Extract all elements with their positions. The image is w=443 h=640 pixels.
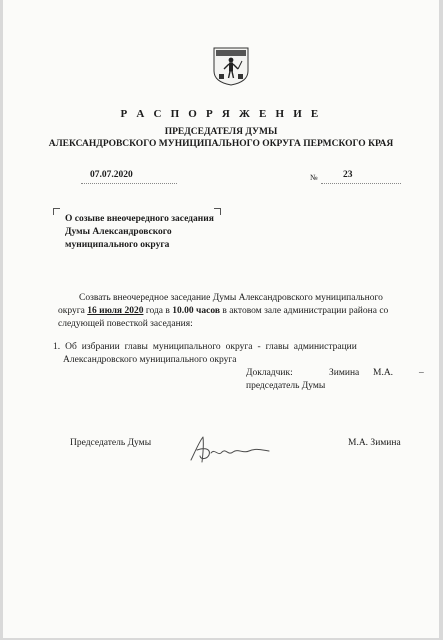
document-title: Р А С П О Р Я Ж Е Н И Е [120, 108, 322, 120]
speaker-label: Докладчик: [246, 368, 293, 378]
agenda-item-1-line-2: Александровского муниципального округа [63, 355, 237, 365]
subject-line-3: муниципального округа [65, 240, 170, 250]
speaker-name: Зимина [329, 368, 360, 378]
number-sign: № [310, 173, 318, 182]
subject-corner-left [53, 208, 60, 215]
paragraph-1-line-3: следующей повесткой заседания: [58, 319, 193, 329]
number-underline [321, 183, 401, 184]
document-date: 07.07.2020 [90, 170, 133, 180]
document-number: 23 [343, 170, 353, 180]
signatory-name: М.А. Зимина [348, 438, 401, 448]
issuer-line-2: АЛЕКСАНДРОВСКОГО МУНИЦИПАЛЬНОГО ОКРУГА ПЕРМСКОГО КРАЯ [48, 139, 394, 149]
speaker-role: председатель Думы [246, 381, 326, 391]
subject-corner-right [214, 208, 221, 215]
document-page [3, 0, 439, 638]
speaker-initials: М.А. [373, 368, 394, 378]
coat-of-arms-icon [213, 47, 249, 86]
subject-line-1: О созыве внеочередного заседания [65, 214, 214, 224]
paragraph-1-line-1: Созвать внеочередное заседание Думы Александровского муниципального [79, 293, 383, 303]
signatory-position: Председатель Думы [70, 438, 152, 448]
date-underline [81, 183, 177, 184]
agenda-item-1-line-1: 1. Об избрании главы муниципального округа - главы администрации [53, 342, 357, 352]
issuer-line-1: ПРЕДСЕДАТЕЛЯ ДУМЫ [164, 127, 278, 137]
speaker-dash: – [419, 368, 424, 378]
paragraph-1-line-2: округа 16 июля 2020 года в 10.00 часов в актовом зале администрации района со [58, 306, 389, 316]
handwritten-signature [185, 430, 273, 466]
subject-line-2: Думы Александровского [65, 227, 172, 237]
